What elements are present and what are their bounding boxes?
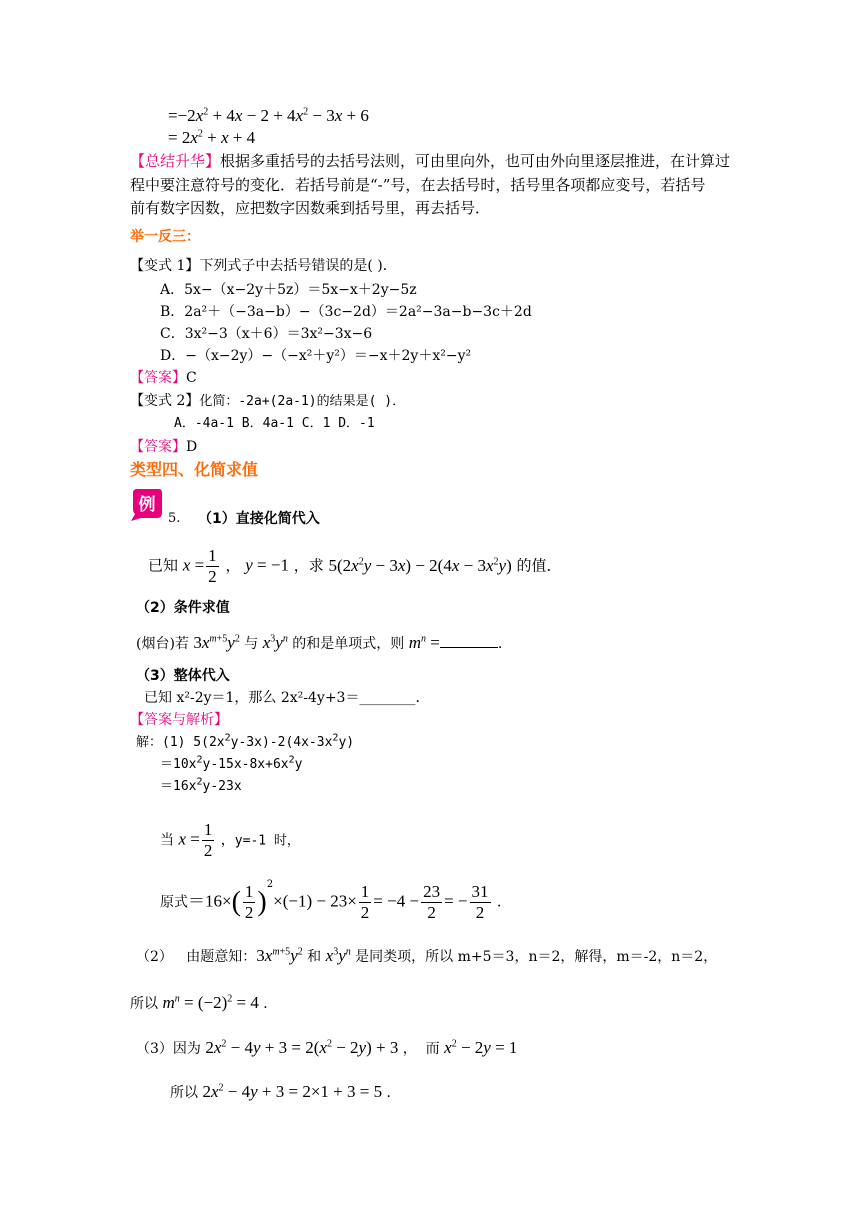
solution-line-9: 所以 $2x^2 - 4y + 3 = 2\times 1 + 3 = 5$ ． — [170, 1082, 401, 1101]
example-question-1: 已知 x = $\frac{1}{2}$ ， y = −1 ，求 $5(2x^2y - 3x) - 2(4x - 3x^2y)$ 的值． — [148, 546, 562, 586]
variant-2-options: A．-4a-1 B．4a-1 C．1 D．-1 — [174, 416, 375, 431]
summary-paragraph-line-1 — [130, 151, 730, 171]
summary-text-1: 根据多重括号的去括号法则，可由里向外，也可由外向里逐层推进，在计算过 — [220, 152, 731, 170]
summary-text-3: 前有数字因数，应把数字因数乘到括号里，再去括号． — [130, 199, 491, 217]
variant-1-question — [130, 256, 397, 276]
solution-line-2: $=10x^2y-15x-8x+6x^2y$ — [160, 754, 303, 772]
summary-tag: 【总结升华】 — [130, 152, 221, 170]
solution-line-3: $=16x^2y-23x$ — [160, 776, 242, 794]
variant-1-option-d: D．−（x−2y）−（−x²＋y²）＝−x＋2y＋x²−y² — [160, 348, 472, 364]
type-4-heading: 类型四、化简求值 — [130, 460, 259, 479]
variant-1-tag: 【变式 1】 — [130, 258, 200, 274]
equation-line-1: $=-2x^2 + 4x - 2 + 4x^2 - 3x + 6$ — [168, 106, 369, 125]
answer-2-tag: 【答案】 — [130, 439, 186, 455]
solution-line-7: 所以 $m^n = (-2)^2 = 4$ ． — [130, 993, 278, 1012]
example-badge-icon — [129, 487, 163, 521]
solution-line-8: （3）因为 $2x^2 - 4y + 3 = 2(x^2 - 2y) + 3$ ， 而 $x^2 - 2y = 1$ — [136, 1038, 518, 1057]
answer-2-value: D — [186, 439, 198, 455]
solution-line-1: 解：(1) $5(2x^2y-3x)-2(4x-3x^2y)$ — [136, 732, 355, 750]
solution-line-4: 当 x = $\frac{1}{2}$ ，y=-1 时， — [160, 820, 300, 860]
answer-1-tag: 【答案】 — [130, 370, 186, 386]
solution-tag: 【答案与解析】 — [130, 712, 228, 728]
juyi-heading: 举一反三： — [130, 229, 200, 245]
answer-1 — [130, 368, 197, 388]
summary-text-2: 程中要注意符号的变化．若括号前是“-”号，在去括号时，括号里各项都应变号，若括号 — [130, 176, 706, 194]
variant-1-text: 下列式子中去括号错误的是( )． — [199, 258, 397, 274]
example-part-2-title: （2）条件求值 — [136, 600, 230, 616]
variant-1-option-c: C．3x²−3（x＋6）＝3x²−3x−6 — [160, 326, 373, 342]
example-question-2: (烟台)若 $3x^{m+5}y^2$ 与 $x^3y^n$ 的和是单项式，则 $m^n$ = ． — [136, 633, 512, 652]
example-badge-label: 例 — [138, 495, 156, 515]
variant-2-tag: 【变式 2】 — [130, 393, 200, 409]
variant-2-text: 化简：-2a+(2a-1)的结果是( )． — [199, 394, 406, 409]
variant-2-question — [130, 391, 405, 412]
solution-line-5: 原式＝16×( $\frac{1}{2}$ )$^2$×(−1) − 23× $\frac{1}{2}$ = −4 − $\frac{23}{2}$ = − $\frac{31}{2}$ ． — [160, 878, 511, 922]
solution-line-6: （2） 由题意知：$3x^{m+5}y^2$ 和 $x^3y^n$ 是同类项，所以 m+5＝3，n＝2，解得，m＝-2，n＝2， — [136, 946, 718, 965]
answer-2 — [130, 437, 197, 457]
example-question-3: 已知 x²-2y＝1，那么 2x²-4y+3＝________． — [144, 690, 430, 706]
equation-line-2: = $2x^2 + x + 4$ — [168, 128, 256, 147]
example-part-3-title: （3）整体代入 — [136, 668, 230, 684]
answer-1-value: C — [186, 370, 197, 386]
variant-1-option-b: B．2a²＋（−3a−b）−（3c−2d）＝2a²−3a−b−3c＋2d — [160, 304, 532, 320]
example-number: 5. — [168, 511, 181, 526]
variant-1-option-a: A．5x−（x−2y＋5z）＝5x−x＋2y−5z — [160, 282, 417, 298]
example-part-1-title: （1）直接化简代入 — [198, 511, 320, 527]
